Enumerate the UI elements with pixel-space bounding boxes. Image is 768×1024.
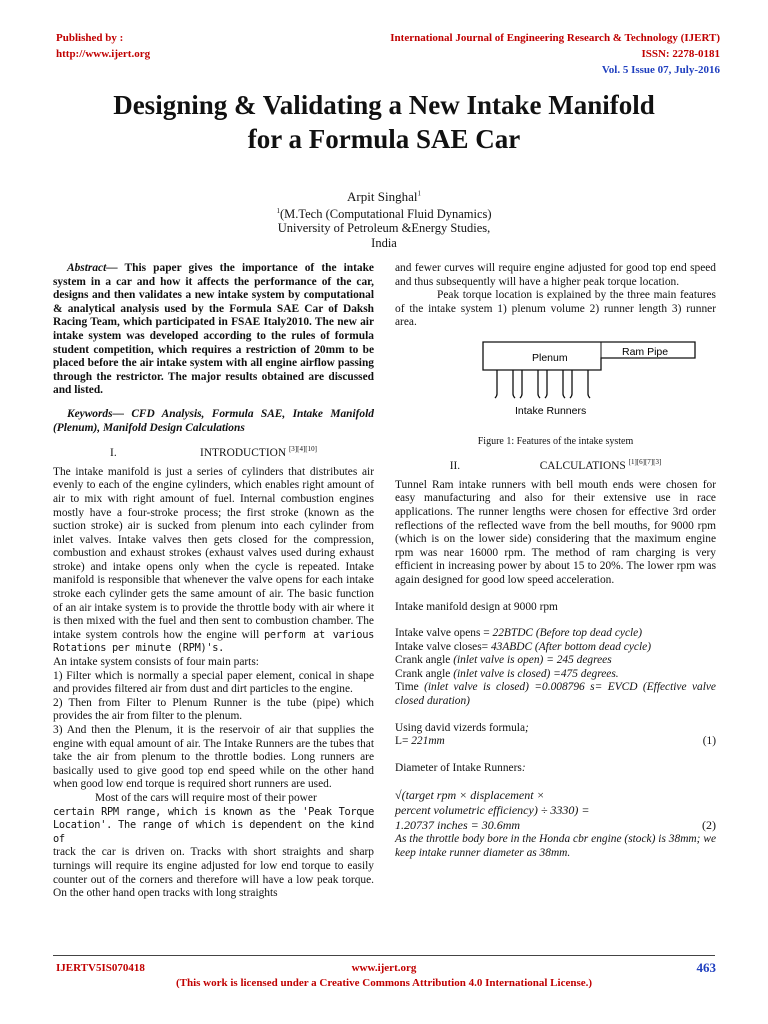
calc-section-title: CALCULATIONS (539, 460, 626, 473)
diameter-colon: : (521, 761, 526, 774)
vizerd-text: Using david vizerds formula (395, 721, 526, 734)
right-column (395, 262, 716, 861)
left-column (53, 262, 374, 901)
crank-open-label: Crank angle (395, 654, 454, 667)
crank-closed-value: (inlet valve is closed) =475 degrees. (453, 667, 619, 680)
crank-closed-label: Crank angle (395, 667, 454, 680)
intro-item-runner: 2) Then from Filter to Plenum Runner is the tube (pipe) which provides the air from filter to the plenum. (53, 696, 374, 723)
figure-caption: Figure 1: Features of the intake system (477, 435, 634, 447)
throttle-note-text: As the throttle body bore in the Honda cbr engine (stock) is 38mm; we keep intake runner diameter as 38mm. (395, 833, 716, 860)
ram-pipe-label: Ram Pipe (622, 345, 669, 358)
section-heading-calculations (395, 460, 716, 474)
calc-paragraph-1: Tunnel Ram intake runners with bell mouth ends were chosen for easy manufacturing and also for their extensive use in race applications. The runner lengths were chosen for effective 3rd order reflections of the reflected wave from the bell mouths, for 9000 rpm (which is on the lower side) considering that the maximum engine rpm was near 16000 rpm. The method of ram charging is very efficient in increasing power by about 15 to 20%. The lower rpm was again designed for good low speed acceleration. (395, 478, 716, 586)
L-label: L= (395, 735, 412, 748)
section-number: I. (110, 447, 117, 460)
author-name: Arpit Singhal (347, 189, 418, 204)
intake-runners-label: Intake Runners (515, 404, 587, 417)
intro-paragraph-6a: Most of the cars will require most of their power (95, 791, 317, 804)
time-closed-line (395, 681, 716, 708)
affil-sup: 1 (276, 206, 280, 215)
valve-closes-value: 43ABDC (After bottom dead cycle) (490, 640, 651, 653)
math-line-1: √(target rpm × displacement × (395, 788, 545, 803)
equation-1 (395, 735, 716, 749)
section-heading-introduction (53, 447, 374, 461)
diameter-heading (395, 762, 716, 776)
affiliation-line-3: India (371, 235, 397, 250)
crank-angle-closed-line (395, 668, 716, 682)
L-value: 221mm (411, 735, 445, 748)
author-sup: 1 (417, 189, 421, 198)
runner-1 (495, 370, 515, 398)
intro-paragraph-2: An intake system consists of four main parts: (53, 656, 259, 669)
vizerd-formula-line (395, 722, 716, 736)
calc-section-refs: [1][6][7][3] (628, 458, 662, 467)
figure-intake-system (395, 336, 716, 448)
right-paragraph-1: and fewer curves will require engine adjusted for good top end speed and thus subsequently will have a higher peak torque location. (395, 262, 716, 288)
author-block (0, 190, 768, 250)
intro-p1-text: The intake manifold is just a series of cylinders that distributes air evenly to each of the engine cylinders, which enables right amount of air to mix with right amount of fuel. Internal combustion engines mostly have a four-stroke process; the first stroke (known as the suction stroke) air is sucked from plenum into each cylinder from inlet valves. Intake valves then gets closed for the compression, combustion and exhaust strokes (exhaust valves used during exhaust stroke) and intake opens only when the cycle is repeated. Intake manifold is responsible that whenever the valve opens for each intake stroke each cylinder gets the same amount of air. The basic function of an air intake system is to provide the throttle body with air where it is then mixed with the fuel and then sent to combustion chamber. The intake system controls how the engine will (53, 465, 374, 641)
diameter-text: Diameter of Intake Runners (395, 761, 522, 774)
intro-paragraph-6c: track the car is driven on. Tracks with short straights and sharp turnings will require its engine adjusted for low end torque to easily counter out of the corners and therefore will have a low peak torque. On the other hand open tracks with long straights (53, 846, 374, 900)
footer-url[interactable]: www.ijert.org (351, 962, 417, 974)
keywords-text: CFD Analysis, Formula SAE, Intake Manifold (Plenum), Manifold Design Calculations (53, 407, 374, 434)
publisher-label: Published by : (56, 32, 124, 44)
equation-2-number: (2) (702, 818, 716, 833)
publisher-url[interactable]: http://www.ijert.org (56, 48, 151, 60)
keywords-label: Keywords— (67, 407, 124, 420)
math-line-2: percent volumetric efficiency) ÷ 3330) = (395, 803, 590, 818)
runner-2 (520, 370, 540, 398)
abstract-text: This paper gives the importance of the intake system in a car and how it affects the performance of the car, designs and then validates a new intake system by computational & analytical analysis used by the Formula SAE Car of Daksh Racing Team, which participated in FSAE Italy2010. The new air intake system was developed according to the rules of formula student competition, which requires a restriction of 20mm to be placed before the air intake system with all engine airflow passing through the restrictor. The major results obtained are discussed and listed. (53, 262, 374, 397)
right-paragraph-2: Peak torque location is explained by the three main features of the intake system 1) plenum volume 2) runner length 3) runner area. (395, 289, 716, 329)
title-line-2: for a Formula SAE Car (247, 124, 521, 154)
vizerd-colon: ; (525, 721, 529, 734)
valve-opens-label: Intake valve opens = (395, 627, 493, 640)
journal-name: International Journal of Engineering Research & Technology (IJERT) (390, 32, 720, 44)
paper-id: IJERTV5IS070418 (56, 962, 145, 974)
valve-closes-line (395, 641, 716, 655)
intro-paragraph-1 (53, 466, 374, 656)
keywords (53, 408, 374, 435)
plenum-label: Plenum (532, 351, 568, 364)
affiliation-line-1: (M.Tech (Computational Fluid Dynamics) (279, 206, 492, 221)
valve-closes-label: Intake valve closes= (395, 640, 491, 653)
intake-diagram (395, 336, 716, 428)
valve-opens-line (395, 627, 716, 641)
throttle-note (395, 833, 716, 860)
section-title: INTRODUCTION (200, 447, 287, 460)
equation-1-number: (1) (702, 735, 716, 748)
abstract (53, 262, 374, 398)
time-value: (inlet valve is closed) =0.008796 s= EVCD (Effective valve closed duration) (395, 681, 716, 708)
page-number: 463 (696, 960, 716, 975)
title-line-1: Designing & Validating a New Intake Manifold (113, 90, 655, 120)
math-line-3: 1.20737 inches = 30.6mm (395, 818, 521, 833)
runner-4 (570, 370, 590, 398)
intro-item-filter: 1) Filter which is normally a special paper element, conical in shape and provides filtered air from dust and dirt particles to the engine. (53, 669, 374, 696)
section-refs: [3][4][10] (288, 445, 317, 454)
valve-opens-value: 22BTDC (Before top dead cycle) (492, 627, 643, 640)
license-note: (This work is licensed under a Creative Commons Attribution 4.0 International License.) (175, 977, 593, 989)
runner-3 (545, 370, 565, 398)
time-label: Time (395, 681, 425, 694)
intro-p1-tail: perform at various Rotations per minute (RPM)'s. (53, 628, 374, 655)
equation-2 (395, 818, 716, 833)
design-at-rpm: Intake manifold design at 9000 rpm (395, 600, 558, 613)
calc-section-number: II. (449, 460, 461, 473)
volume-issue: Vol. 5 Issue 07, July-2016 (601, 64, 720, 76)
footer-rule (53, 955, 715, 956)
issn: ISSN: 2278-0181 (641, 48, 720, 60)
intro-item-plenum: 3) And then the Plenum, it is the reservoir of air that supplies the engine with equal amount of air. The Intake Runners are the tubes that take the air from plenum to the throttle bodies. Long runners are basically used to give good top end speed while on the other hand when good low end torque is required short runners are used. (53, 724, 374, 791)
abstract-label: Abstract— (67, 262, 118, 274)
affiliation-line-2: University of Petroleum &Energy Studies, (277, 221, 491, 235)
intro-paragraph-6b: certain RPM range, which is known as the 'Peak Torque Location'. The range of which is dependent on the kind of (53, 805, 374, 845)
crank-angle-open-line (395, 654, 716, 668)
paper-title (0, 88, 768, 156)
crank-open-value: (inlet valve is open) = 245 degrees (453, 654, 612, 667)
journal-header (390, 30, 720, 78)
